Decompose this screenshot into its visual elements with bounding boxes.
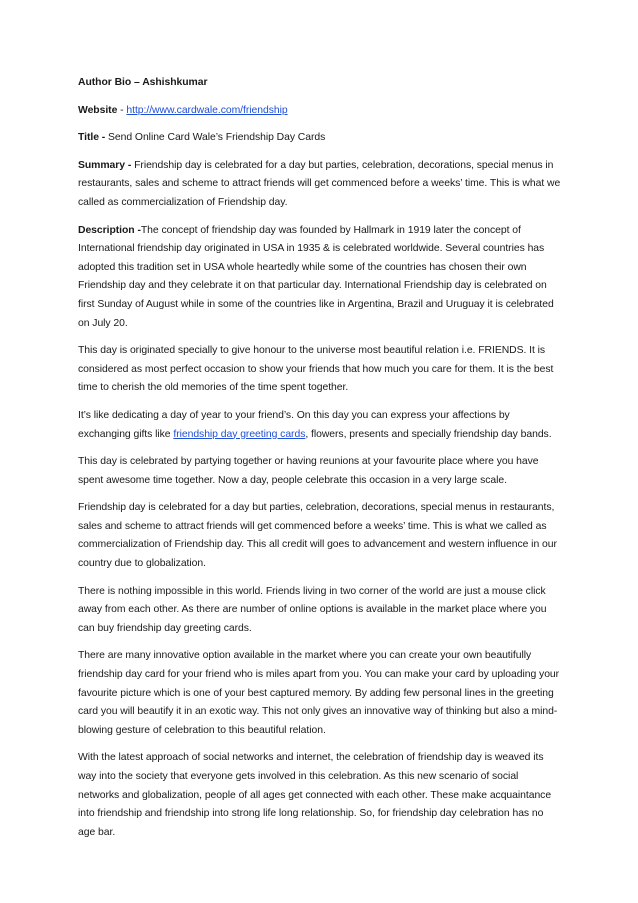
title-line [78,129,562,148]
body-paragraph-online-options: There is nothing impossible in this world. Friends living in two corner of the world are just a mouse click away from each other. As there are number of online options is available in the market place where you can buy friendship day greeting cards. [78,585,547,634]
greeting-cards-link[interactable]: friendship day greeting cards [173,428,306,440]
author-bio-heading: Author Bio – Ashishkumar [78,77,208,88]
summary-text: Friendship day is celebrated for a day but parties, celebration, decorations, special menus in restaurants, sales and scheme to attract friends will get commenced before a weeks’ time. This is what we called as commercialization of Friendship day. [78,159,561,208]
title-separator: - [98,132,109,144]
document-page [78,74,562,851]
description-separator: - [134,224,141,236]
gifts-text-after: , flowers, presents and specially friendship day bands. [305,428,552,440]
title-text: Send Online Card Wale’s Friendship Day Cards [108,132,326,144]
body-paragraph-social-networks: With the latest approach of social networks and internet, the celebration of friendship day is weaved its way into the society that everyone gets involved in this celebration. As this new scenario of social networks and globalization, people of all ages get connected with each other. These make acquaintance into friendship and friendship into strong life long relationship. So, for friendship day celebration has no age bar. [78,752,552,838]
website-label: Website [78,104,118,116]
website-separator: - [117,104,127,116]
body-paragraph-gifts [78,407,562,444]
description-paragraph [78,222,562,334]
website-link[interactable]: http://www.cardwale.com/friendship [126,104,288,116]
body-paragraph-innovative-cards: There are many innovative option available in the market where you can create your own beautifully friendship day card for your friend who is miles apart from you. You can make your card by uploading your favourite picture which is one of your best captured memory. By adding few personal lines in the greeting card you will beautify it in an exotic way. This not only gives an innovative way of thinking but also a mind-blowing gesture of celebration to this beautiful relation. [78,650,560,736]
gifts-text-before: It’s like dedicating a day of year to your friend’s. On this day you can express your affections by exchanging gifts like [78,409,510,440]
description-text: The concept of friendship day was founded by Hallmark in 1919 later the concept of International friendship day originated in USA in 1935 & is celebrated worldwide. Several countries has adopted this tradition set in USA whole heartedly while some of the countries has chosen their own Friendship day and they celebrate it on that particular day. International Friendship day is celebrated on first Sunday of August while in some of the countries like in Argentina, Brazil and Uruguay it is celebrated on July 20. [78,224,554,329]
summary-paragraph [78,157,562,213]
title-label: Title [78,132,99,144]
website-line [78,102,562,121]
body-paragraph-partying: This day is celebrated by partying together or having reunions at your favourite place where you have spent awesome time together. Now a day, people celebrate this occasion in a very large scale. [78,456,539,486]
body-paragraph-commercialization: Friendship day is celebrated for a day but parties, celebration, decorations, special menus in restaurants, sales and scheme to attract friends will get commenced before a weeks’ time. This is what we called as commercialization of Friendship day. This all credit will goes to advancement and western influence in our country due to globalization. [78,502,557,570]
description-label: Description [78,224,135,236]
summary-label: Summary [78,159,126,171]
summary-separator: - [125,159,135,171]
body-paragraph-honour: This day is originated specially to give honour to the universe most beautiful relation i.e. FRIENDS. It is considered as most perfect occasion to show your friends that how much you care for them. It is the best time to cherish the old memories of the time spent together. [78,345,554,394]
